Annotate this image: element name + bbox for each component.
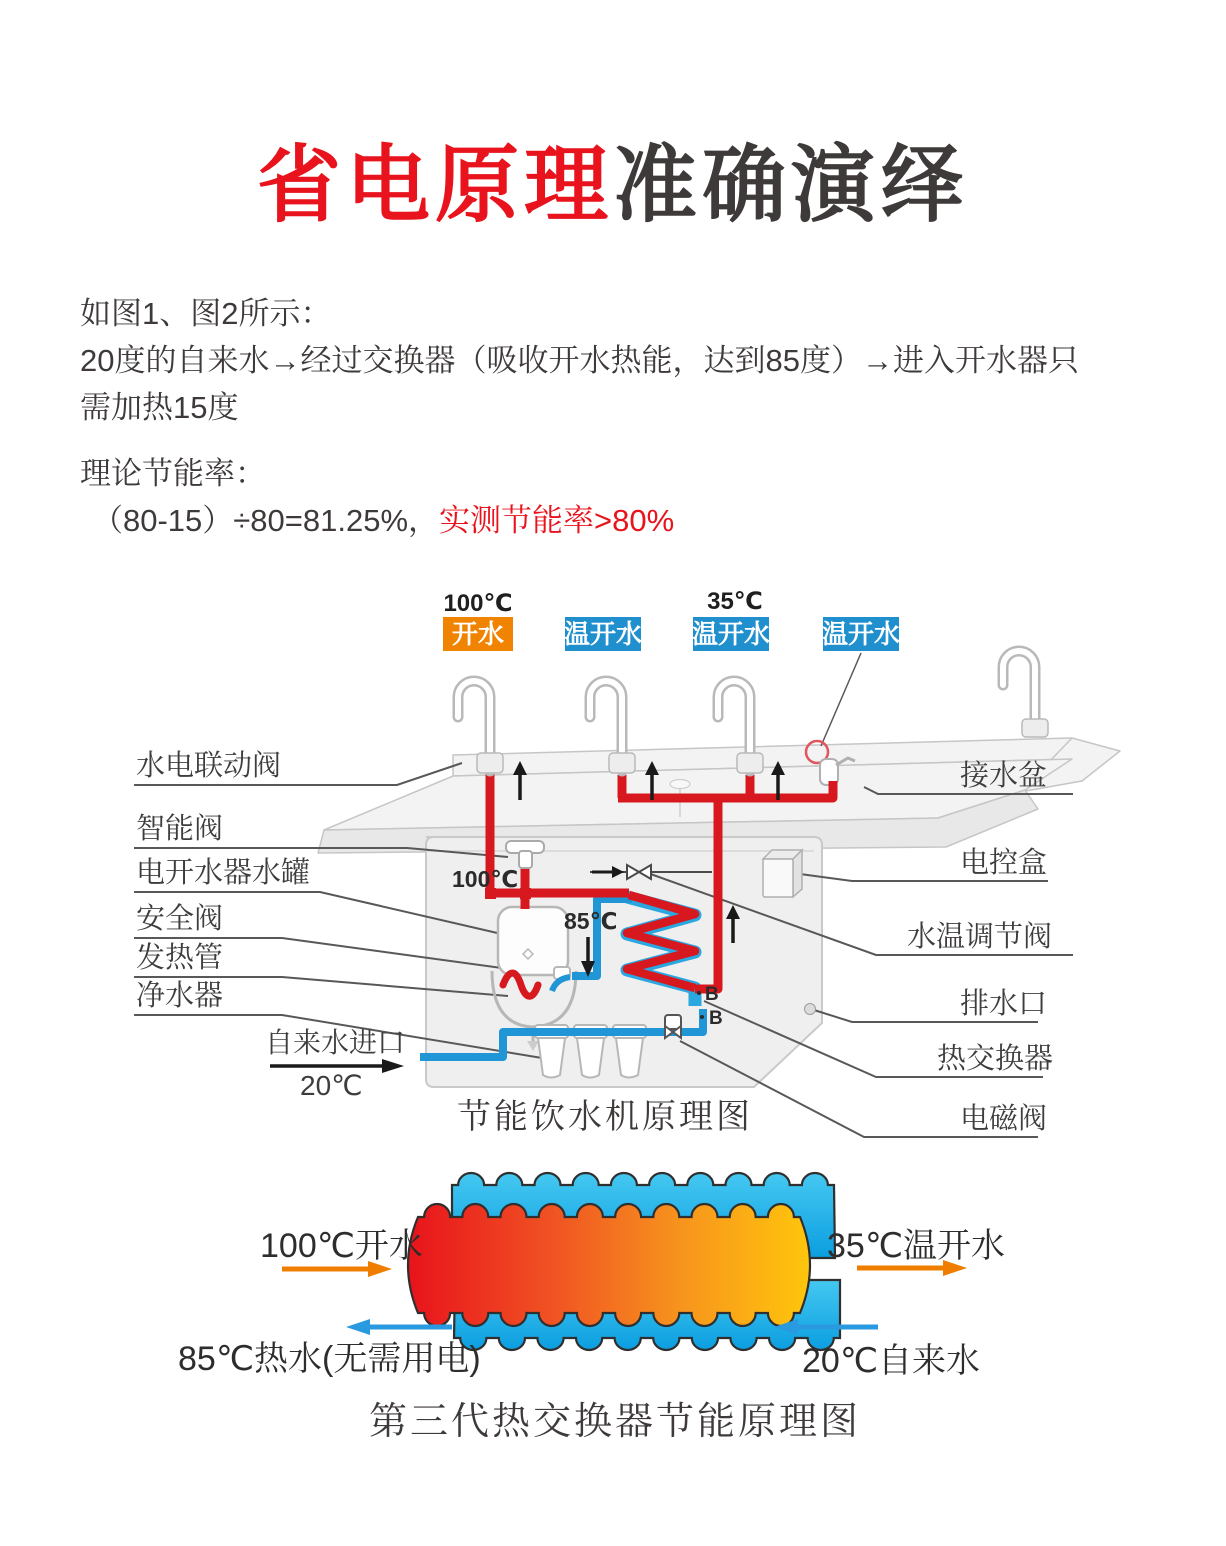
inner-temp-85: 85℃	[564, 908, 618, 934]
faucet-4-base	[1022, 719, 1048, 737]
temp-35-label: 35℃	[707, 588, 763, 615]
label-water-purifier: 净水器	[136, 980, 224, 1012]
label-temp-adjust-valve: 水温调节阀	[907, 921, 1053, 953]
badge-warm-2-label: 温开水	[691, 619, 771, 649]
label-heating-tube: 发热管	[136, 942, 224, 974]
label-out-warm: 35℃温开水	[827, 1227, 1006, 1265]
inner-temp-boiling: 100℃	[452, 866, 519, 892]
theory-formula: （80-15）÷80=81.25%，	[92, 503, 440, 538]
label-in-cold: 20℃自来水	[802, 1342, 981, 1380]
point-b2: B	[709, 1008, 723, 1029]
heat-exchanger-figure	[120, 1170, 1126, 1470]
label-heat-exchanger: 热交换器	[937, 1043, 1054, 1075]
label-control-box: 电控盒	[960, 847, 1048, 879]
page-title	[0, 118, 1226, 239]
label-out-hot: 85℃热水(无需用电)	[178, 1340, 481, 1378]
badge-boiling-label: 开水	[451, 619, 505, 649]
label-drip-tray: 接水盆	[960, 760, 1048, 792]
badge-warm-1-label: 温开水	[563, 619, 643, 649]
outlet-badges	[443, 588, 900, 651]
title-rest: 准确演绎	[613, 138, 970, 232]
leader-warm-badge	[821, 653, 861, 746]
point-b2-dot	[700, 1015, 704, 1019]
counter-drain-hole	[670, 780, 690, 789]
schematic-caption: 节能饮水机原理图	[457, 1098, 753, 1136]
intro-line-1: 如图1、图2所示：	[80, 296, 332, 331]
intro-line-3: 需加热15度	[80, 390, 239, 425]
label-safety-valve: 安全阀	[136, 903, 224, 935]
badge-warm-3-label: 温开水	[821, 619, 901, 649]
faucet-3-base	[737, 753, 763, 773]
label-drain-port: 排水口	[960, 988, 1048, 1020]
temp-100-label: 100℃	[443, 590, 513, 617]
theory-paragraph	[80, 450, 1160, 544]
label-in-hot: 100℃开水	[260, 1227, 423, 1265]
label-tap-water-inlet: 自来水进口	[265, 1027, 406, 1058]
theory-label: 理论节能率：	[80, 456, 266, 491]
title-highlight: 省电原理	[256, 138, 613, 232]
filter-body-2	[577, 1038, 604, 1078]
control-box-side	[793, 850, 802, 897]
drain-port	[805, 1004, 816, 1015]
theory-formula-line	[80, 497, 1160, 544]
hot-channel	[408, 1204, 810, 1326]
faucet-2-base	[609, 753, 635, 773]
label-water-electric-valve: 水电联动阀	[136, 750, 282, 782]
theory-highlight: 实测节能率>80%	[439, 503, 675, 538]
dispenser-schematic	[120, 585, 1126, 1155]
label-boiler-tank: 电开水器水罐	[136, 857, 311, 889]
point-b1-dot	[697, 991, 701, 995]
intro-line-2: 20度的自来水→经过交换器（吸收开水热能，达到85度）→进入开水器只	[80, 343, 1079, 378]
label-smart-valve: 智能阀	[136, 813, 224, 845]
control-box	[763, 859, 793, 897]
filter-body-3	[616, 1038, 643, 1078]
point-b1: B	[705, 984, 719, 1005]
pipe-junction-2	[520, 888, 531, 899]
intro-paragraph	[80, 290, 1160, 431]
label-inlet-temp: 20℃	[300, 1070, 363, 1101]
label-solenoid-valve: 电磁阀	[960, 1103, 1048, 1135]
boiler-tank	[498, 907, 568, 975]
filter-body-1	[538, 1038, 565, 1078]
faucet-1-base	[477, 753, 503, 773]
exchanger-caption: 第三代热交换器节能原理图	[368, 1401, 862, 1443]
smart-valve-body	[519, 851, 532, 868]
labels-left	[136, 749, 405, 1101]
arrow-out-hot-icon	[346, 1319, 370, 1335]
